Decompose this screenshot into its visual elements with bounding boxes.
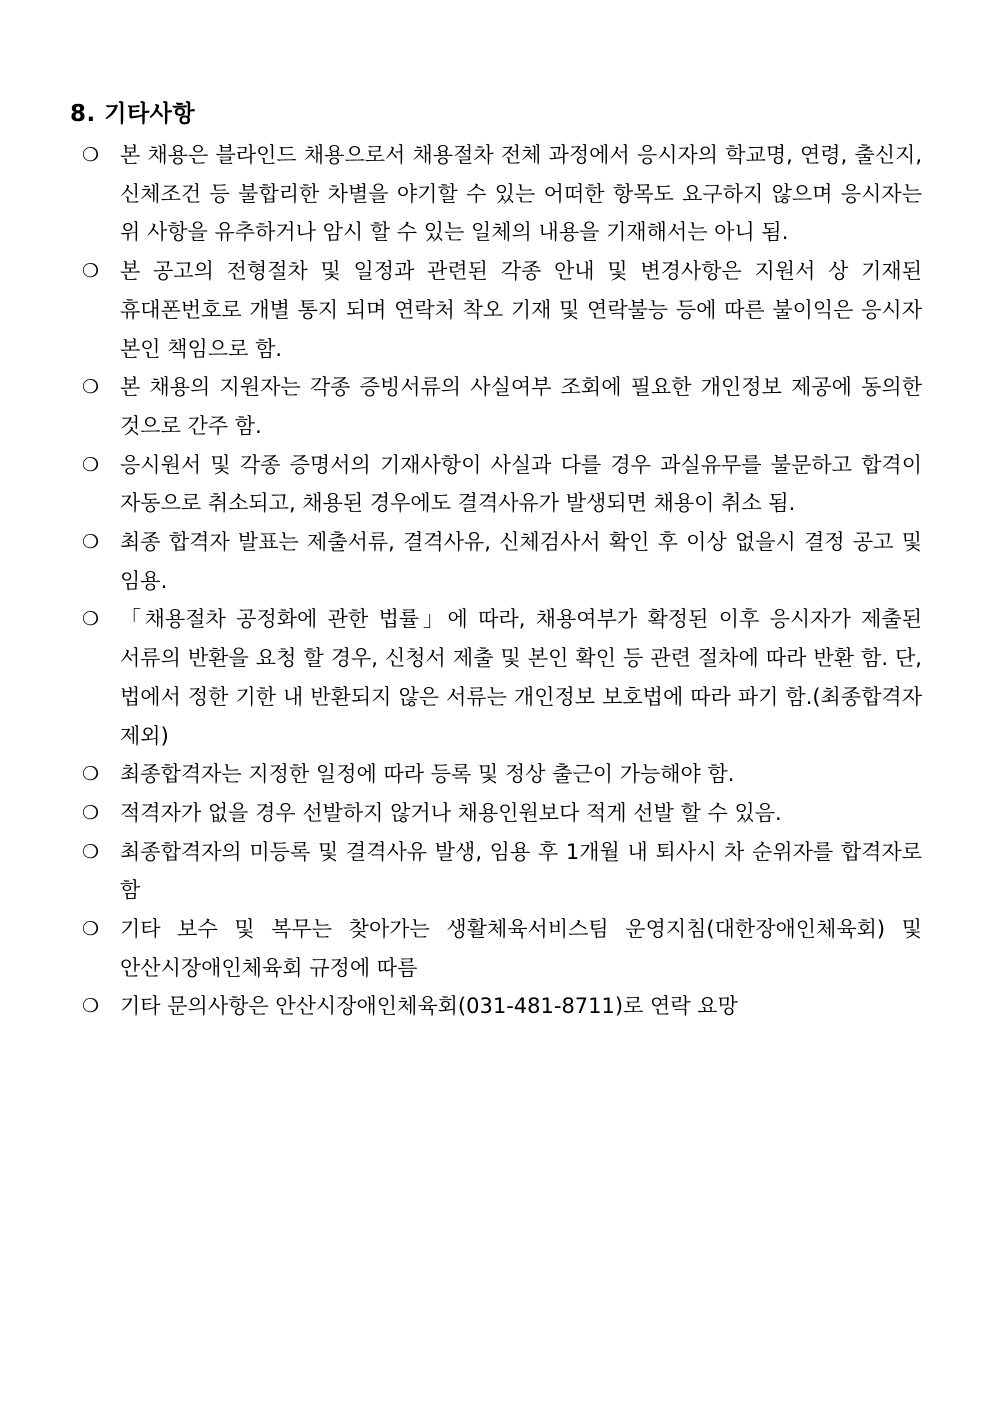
notice-list: [82, 136, 922, 1026]
circle-bullet-icon: ❍: [82, 608, 100, 631]
circle-bullet-icon: ❍: [82, 376, 100, 399]
list-item-text: 최종 합격자 발표는 제출서류, 결격사유, 신체검사서 확인 후 이상 없을시 결정 공고 및 임용.: [120, 530, 922, 593]
circle-bullet-icon: ❍: [82, 840, 100, 863]
list-item: [82, 446, 922, 523]
list-item-text: 기타 문의사항은 안산시장애인체육회(031-481-8711)로 연락 요망: [120, 994, 738, 1019]
list-item-text: 최종합격자의 미등록 및 결격사유 발생, 임용 후 1개월 내 퇴사시 차 순위자를 합격자로 함: [120, 839, 922, 903]
circle-bullet-icon: ❍: [82, 763, 100, 786]
section-title: 8. 기타사항: [70, 101, 196, 127]
list-item: [82, 794, 922, 833]
circle-bullet-icon: ❍: [82, 801, 100, 824]
list-item: [82, 833, 922, 910]
circle-bullet-icon: ❍: [82, 453, 100, 476]
list-item: [82, 987, 922, 1026]
list-item: [82, 136, 922, 252]
circle-bullet-icon: ❍: [82, 144, 100, 166]
list-item: [82, 755, 922, 794]
list-item-text: 본 채용은 블라인드 채용으로서 채용절차 전체 과정에서 응시자의 학교명, 연령, 출신지, 신체조건 등 불합리한 차별을 야기할 수 있는 어떠한 항목도 요구하지 않으며 응시자는 위 사항을 유추하거나 암시 할 수 있는 일체의 내용을 기재해서는 아니 됨.: [120, 143, 922, 245]
list-item-text: 최종합격자는 지정한 일정에 따라 등록 및 정상 출근이 가능해야 함.: [120, 762, 735, 787]
list-item: [82, 523, 922, 600]
list-item-text: 「채용절차 공정화에 관한 법률」에 따라, 채용여부가 확정된 이후 응시자가 제출된 서류의 반환을 요청 할 경우, 신청서 제출 및 본인 확인 등 관련 절차에 따라 반환 함. 단, 법에서 정한 기한 내 반환되지 않은 서류는 개인정보 보호법에 따라 파기 함.(최종합격자 제외): [120, 607, 922, 748]
circle-bullet-icon: ❍: [82, 260, 100, 283]
list-item-text: 기타 보수 및 복무는 찾아가는 생활체육서비스팀 운영지침(대한장애인체육회) 및 안산시장애인체육회 규정에 따름: [120, 917, 922, 980]
list-item-text: 적격자가 없을 경우 선발하지 않거나 채용인원보다 적게 선발 할 수 있음.: [120, 800, 782, 825]
list-item: [82, 368, 922, 445]
list-item-text: 응시원서 및 각종 증명서의 기재사항이 사실과 다를 경우 과실유무를 불문하고 합격이 자동으로 취소되고, 채용된 경우에도 결격사유가 발생되면 채용이 취소 됨.: [120, 452, 922, 516]
list-item: [82, 910, 922, 987]
list-item-text: 본 공고의 전형절차 및 일정과 관련된 각종 안내 및 변경사항은 지원서 상 기재된 휴대폰번호로 개별 통지 되며 연락처 착오 기재 및 연락불능 등에 따른 불이익은 응시자 본인 책임으로 함.: [120, 259, 922, 361]
list-item: [82, 252, 922, 368]
list-item-text: 본 채용의 지원자는 각종 증빙서류의 사실여부 조회에 필요한 개인정보 제공에 동의한 것으로 간주 함.: [120, 375, 922, 438]
circle-bullet-icon: ❍: [82, 918, 100, 941]
circle-bullet-icon: ❍: [82, 995, 100, 1018]
list-item: [82, 600, 922, 755]
circle-bullet-icon: ❍: [82, 531, 100, 554]
